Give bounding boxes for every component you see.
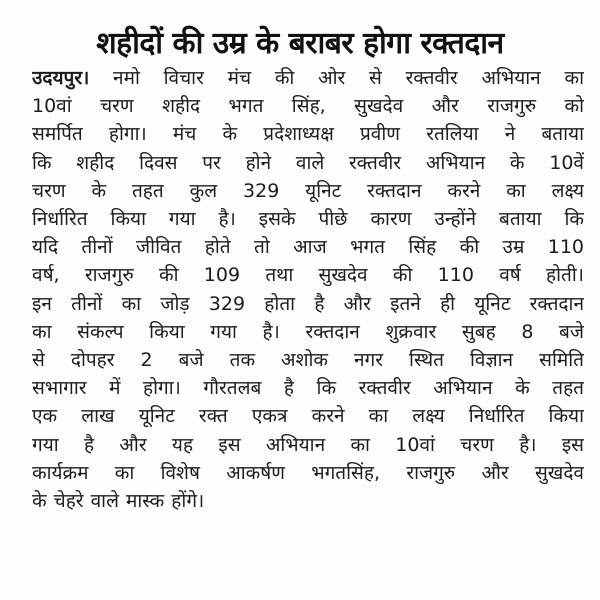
article-line-16: के चेहरे वाले मास्क होंगे।: [32, 490, 205, 513]
headline: शहीदों की उम्र के बराबर होगा रक्तदान: [96, 26, 504, 62]
article-line-10: का संकल्प किया गया है। रक्तदान शुक्रवार सुबह 8 बजे: [32, 320, 584, 343]
article-line-3: समर्पित होगा। मंच के प्रदेशाध्यक्ष प्रवीण रतलिया ने बताया: [32, 123, 584, 146]
article-line-15: कार्यक्रम का विशेष आकर्षण भगतसिंह, राजगुरु और सुखदेव: [32, 461, 584, 484]
article-line-4: कि शहीद दिवस पर होने वाले रक्तवीर अभियान के 10वें: [32, 151, 584, 174]
article-line-11: से दोपहर 2 बजे तक अशोक नगर स्थित विज्ञान समिति: [32, 349, 584, 372]
article-line-8: वर्ष, राजगुरु की 109 तथा सुखदेव की 110 वर्ष होती।: [32, 264, 584, 287]
article-line-12: सभागार में होगा। गौरतलब है कि रक्तवीर अभियान के तहत: [32, 377, 584, 400]
article-line-1: [32, 64, 584, 92]
article-line-5: चरण के तहत कुल 329 यूनिट रक्तदान करने का लक्ष्य: [32, 179, 584, 202]
article-line-7: यदि तीनों जीवित होते तो आज भगत सिंह की उम्र 110: [32, 236, 584, 259]
article-line-2: 10वां चरण शहीद भगत सिंह, सुखदेव और राजगुरु को: [32, 95, 584, 118]
article-line-9: इन तीनों का जोड़ 329 होता है और इतने ही यूनिट रक्तदान: [32, 292, 584, 315]
dateline: उदयपुर।: [32, 67, 90, 89]
article-line-1-text: नमो विचार मंच की ओर से रक्तवीर अभियान का: [89, 67, 584, 89]
article-line-13: एक लाख यूनिट रक्त एकत्र करने का लक्ष्य निर्धारित किया: [32, 405, 584, 428]
article-line-14: गया है और यह इस अभियान का 10वां चरण है। इस: [32, 433, 584, 456]
article-line-6: निर्धारित किया गया है। इसके पीछे कारण उन्होंने बताया कि: [32, 208, 584, 231]
article-body: [32, 64, 584, 515]
